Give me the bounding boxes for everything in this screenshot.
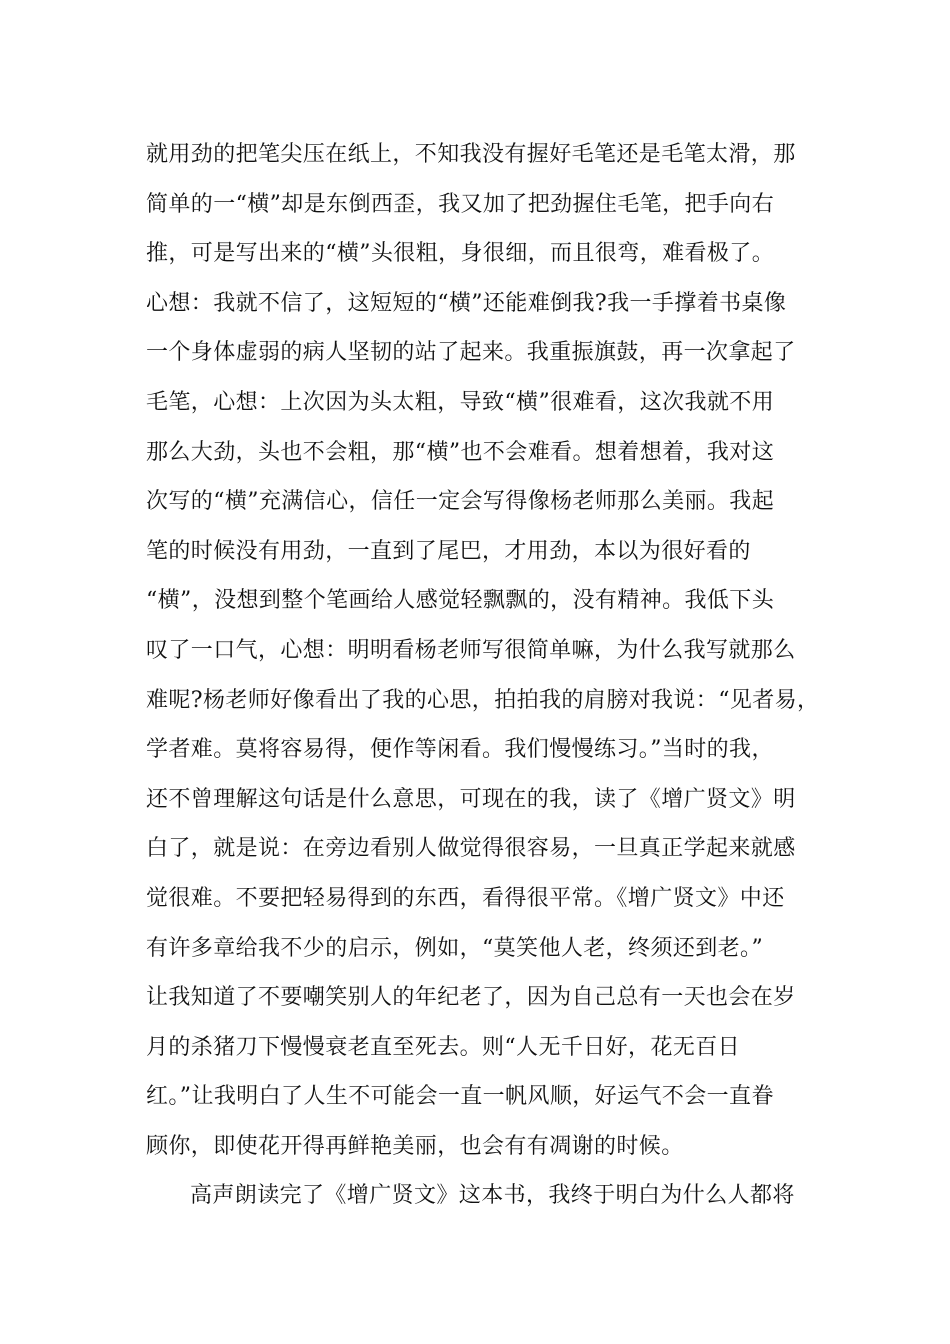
text-line: 让我知道了不要嘲笑别人的年纪老了，因为自己总有一天也会在岁	[146, 985, 796, 1011]
paragraph-start-line: 高声朗读完了《增广贤文》这本书，我终于明白为什么人都将	[190, 1183, 795, 1209]
text-line: 白了，就是说：在旁边看别人做觉得很容易，一旦真正学起来就感	[146, 836, 796, 862]
text-line: 简单的一“横”却是东倒西歪，我又加了把劲握住毛笔，把手向右	[146, 191, 775, 217]
text-line: 难呢?杨老师好像看出了我的心思，拍拍我的肩膀对我说：“见者易，	[146, 687, 820, 713]
text-line: “横”，没想到整个笔画给人感觉轻飘飘的，没有精神。我低下头	[146, 588, 775, 614]
text-line: 红。”让我明白了人生不可能会一直一帆风顺，好运气不会一直眷	[146, 1084, 774, 1110]
text-line: 有许多章给我不少的启示，例如，“莫笑他人老，终须还到老。”	[146, 935, 764, 961]
text-line: 次写的“横”充满信心，信任一定会写得像杨老师那么美丽。我起	[146, 489, 775, 515]
text-line: 还不曾理解这句话是什么意思，可现在的我，读了《增广贤文》明	[146, 786, 796, 812]
text-line: 那么大劲，头也不会粗，那“横”也不会难看。想着想着，我对这	[146, 439, 775, 465]
body-text	[146, 130, 836, 1221]
text-line: 觉很难。不要把轻易得到的东西，看得很平常。《增广贤文》中还	[146, 885, 785, 911]
text-line: 毛笔，心想：上次因为头太粗，导致“横”很难看，这次我就不用	[146, 389, 775, 415]
text-line: 一个身体虚弱的病人坚韧的站了起来。我重振旗鼓，再一次拿起了	[146, 340, 796, 366]
text-line: 月的杀猪刀下慢慢衰老直至死去。则“人无千日好，花无百日	[146, 1034, 741, 1060]
text-line: 学者难。莫将容易得，便作等闲看。我们慢慢练习。”当时的我，	[146, 737, 774, 763]
text-line: 笔的时候没有用劲，一直到了尾巴，才用劲，本以为很好看的	[146, 538, 751, 564]
text-line: 心想：我就不信了，这短短的“横”还能难倒我?我一手撑着书桌像	[146, 290, 787, 316]
text-line: 推，可是写出来的“横”头很粗，身很细，而且很弯，难看极了。	[146, 241, 775, 267]
text-line: 顾你，即使花开得再鲜艳美丽，也会有有凋谢的时候。	[146, 1133, 684, 1159]
text-line: 就用劲的把笔尖压在纸上，不知我没有握好毛笔还是毛笔太滑，那	[146, 142, 796, 167]
text-line: 叹了一口气，心想：明明看杨老师写很简单嘛，为什么我写就那么	[146, 637, 796, 663]
